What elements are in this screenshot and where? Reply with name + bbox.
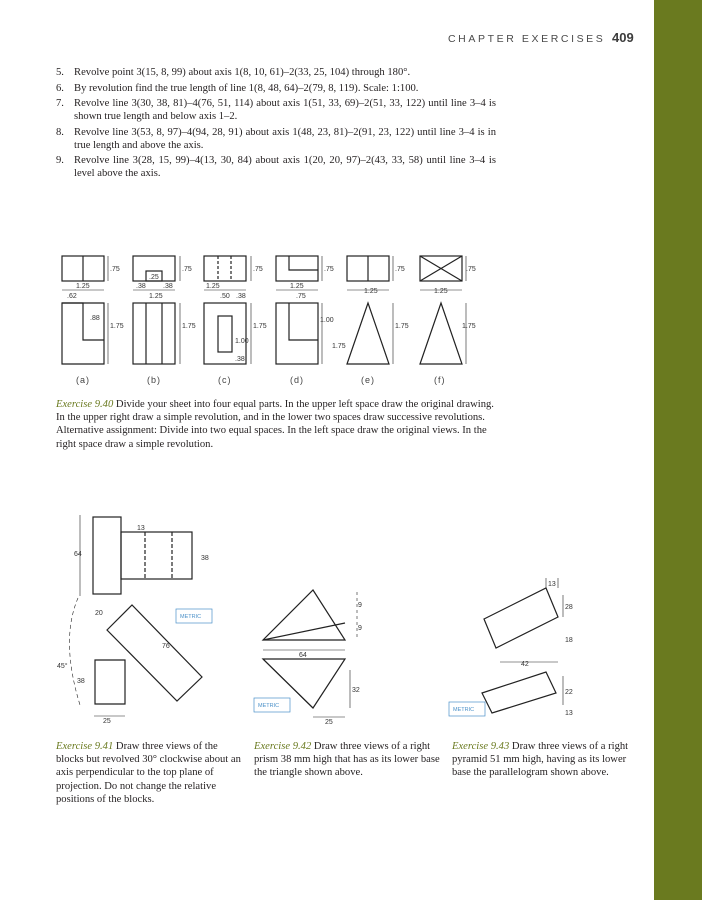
dim-label: 28: [565, 604, 573, 611]
dim-label: 25: [103, 718, 111, 725]
dim-label: 1.00: [235, 338, 249, 345]
dim-label: 13: [137, 525, 145, 532]
caption-9-43: Exercise 9.43 Draw three views of a right pyramid 51 mm high, having as its lower base the parallelogram shown above.: [452, 741, 629, 779]
dim-label: 1.25: [434, 288, 448, 295]
dim-label: 9: [358, 602, 362, 609]
dim-label: .38: [136, 283, 146, 290]
dim-label: 13: [565, 710, 573, 717]
subfig-label: (d): [290, 375, 304, 385]
dim-label: 32: [352, 687, 360, 694]
dim-label: .75: [182, 266, 192, 273]
dim-label: 1.75: [395, 323, 409, 330]
chapter-sidebar: [654, 0, 702, 900]
dim-label: 76: [162, 643, 170, 650]
metric-badge: METRIC: [180, 614, 202, 620]
dim-label: .38: [163, 283, 173, 290]
dim-label: 1.25: [290, 283, 304, 290]
dim-label: .38: [235, 356, 245, 363]
exercise-item: 8. Revolve line 3(53, 8, 97)–4(94, 28, 91) about axis 1(48, 23, 81)–2(91, 23, 122) until line 3–4 is in true length and above the axis.: [56, 126, 496, 151]
exercise-item: 9. Revolve line 3(28, 15, 99)–4(13, 30, 84) about axis 1(20, 20, 97)–2(43, 33, 58) until line 3–4 is level above the axis.: [56, 155, 496, 179]
dim-label: 38: [77, 678, 85, 685]
dim-label: 1.75: [253, 323, 267, 330]
dim-label: 1.75: [462, 323, 476, 330]
dim-label: 42: [521, 661, 529, 668]
dim-label: 18: [565, 637, 573, 644]
subfig-label: (b): [147, 375, 161, 385]
dim-label: .62: [67, 293, 77, 300]
dim-label: 1.75: [182, 323, 196, 330]
exercise-item: 7. Revolve line 3(30, 38, 81)–4(76, 51, 114) about axis 1(51, 33, 69)–2(51, 33, 122) until line 3–4 is shown true length and below axis 1–2.: [56, 98, 496, 122]
exercise-item: 6. By revolution find the true length of line 1(8, 48, 64)–2(79, 8, 119). Scale: 1:100.: [56, 82, 419, 94]
dim-label: .75: [466, 266, 476, 273]
page-number: 409: [612, 30, 634, 45]
dim-label: .75: [296, 293, 306, 300]
subfig-label: (a): [76, 375, 90, 385]
dim-label: 1.75: [110, 323, 124, 330]
caption-9-42: Exercise 9.42 Draw three views of a right prism 38 mm high that has as its lower base the triangle shown above.: [254, 741, 440, 779]
dim-label: 22: [565, 689, 573, 696]
dim-label: 1.75: [332, 343, 346, 350]
subfig-label: (f): [434, 375, 446, 385]
dim-label: 1.25: [149, 293, 163, 300]
dim-label: 1.25: [76, 283, 90, 290]
dim-label: 45°: [57, 663, 68, 670]
chapter-header: CHAPTER EXERCISES: [448, 33, 606, 45]
metric-badge: METRIC: [258, 703, 280, 709]
metric-badge: METRIC: [453, 707, 475, 713]
exercise-item: 5. Revolve point 3(15, 8, 99) about axis 1(8, 10, 61)–2(33, 25, 104) through 180°.: [56, 67, 411, 78]
subfig-label: (c): [218, 375, 232, 385]
dim-label: 20: [95, 610, 103, 617]
caption-9-41: Exercise 9.41 Draw three views of the blocks but revolved 30° clockwise about an axis perpendicular to the top plane of projection. Do not change the relative positions of the blocks.: [56, 741, 241, 805]
dim-label: .75: [253, 266, 263, 273]
dim-label: 1.00: [320, 317, 334, 324]
dim-label: 38: [201, 555, 209, 562]
dim-label: 64: [299, 652, 307, 659]
dim-label: 9: [358, 625, 362, 632]
dim-label: 1.25: [206, 283, 220, 290]
dim-label: 13: [548, 581, 556, 588]
caption-9-40: Exercise 9.40 Divide your sheet into four equal parts. In the upper left space draw the original drawing. In the upper right draw a simple revolution, and in the lower two spaces draw successive revolutions. Alternative assignment: Divide into two equal spaces. In the left space draw the original views. In the right space draw a simple revolution.: [56, 399, 494, 450]
dim-label: 1.25: [364, 288, 378, 295]
dim-label: .75: [395, 266, 405, 273]
dim-label: .25: [149, 274, 159, 281]
dim-label: .38: [236, 293, 246, 300]
dim-label: 25: [325, 719, 333, 726]
subfig-label: (e): [361, 375, 375, 385]
dim-label: .50: [220, 293, 230, 300]
dim-label: .75: [324, 266, 334, 273]
dim-label: .75: [110, 266, 120, 273]
dim-label: .88: [90, 315, 100, 322]
dim-label: 64: [74, 551, 82, 558]
